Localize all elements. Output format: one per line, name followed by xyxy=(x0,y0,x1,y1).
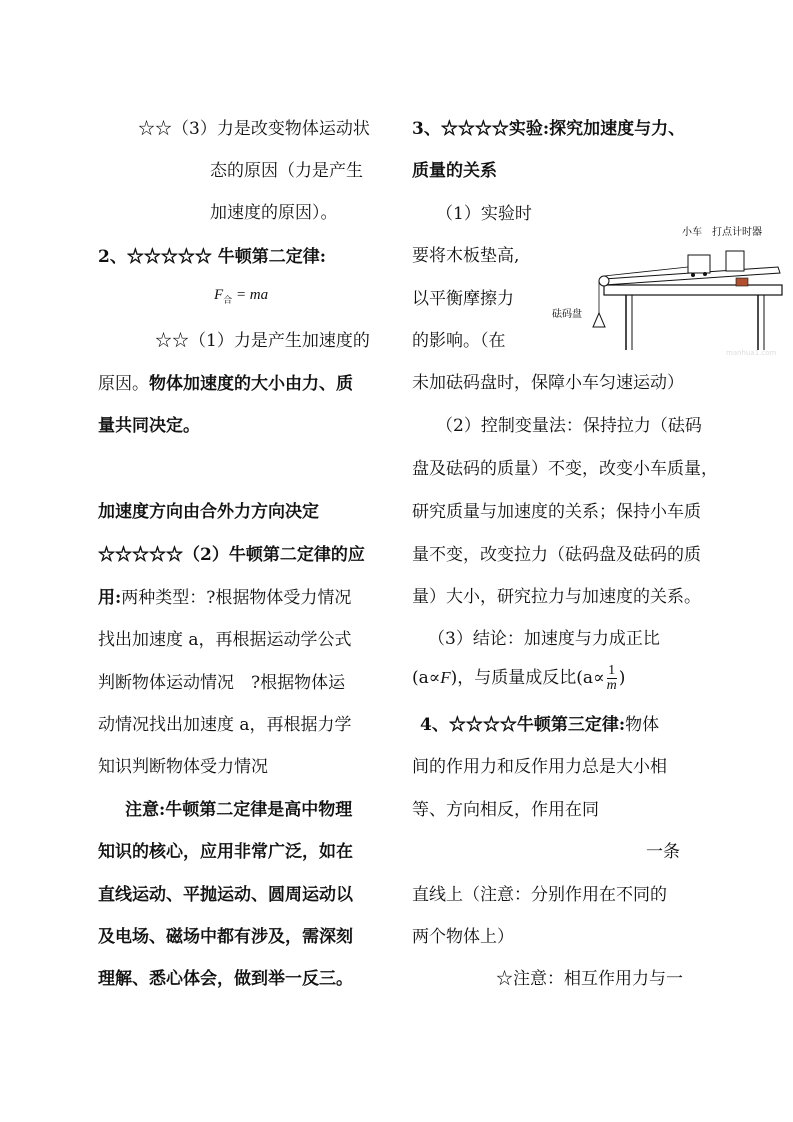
left-line-3: 加速度的原因）。 xyxy=(210,203,338,223)
formula-f-ma: $F_合$ = ma xyxy=(214,287,269,305)
application-heading: ☆☆☆☆☆（2）牛顿第二定律的应 xyxy=(98,545,365,565)
heading-experiment-line2: 质量的关系 xyxy=(412,161,497,181)
control-line1: （2）控制变量法：保持拉力（砝码 xyxy=(436,416,702,436)
note-line3: 直线运动、平抛运动、圆周运动以 xyxy=(98,885,353,905)
third-law-line5: 直线上（注意：分别作用在不同的 xyxy=(412,885,667,905)
heading-newton-third-law: 4、☆☆☆☆牛顿第三定律:物体 xyxy=(420,715,660,735)
timer xyxy=(726,251,744,271)
label-car: 小车 xyxy=(682,227,702,238)
third-law-line2: 间的作用力和反作用力总是大小相 xyxy=(412,757,667,777)
fraction-one-over-m: $\frac{1}{m}$ xyxy=(606,663,617,693)
weight-pan xyxy=(593,313,605,327)
note-line4: 及电场、磁场中都有涉及，需深刻 xyxy=(98,927,353,947)
car-wheel-2 xyxy=(703,272,707,276)
left-para1-line3: 量共同决定。 xyxy=(98,416,200,436)
third-law-line3: 等、方向相反，作用在同 xyxy=(412,800,599,820)
control-line2: 盘及砝码的质量）不变，改变小车质量， xyxy=(412,459,718,479)
third-law-line4: 一条 xyxy=(646,842,680,862)
watermark: manhua1.com xyxy=(726,349,777,357)
table-top xyxy=(604,285,782,295)
application-line5: 动情况找出加速度 a，再根据力学 xyxy=(98,715,352,735)
application-line6: 知识判断物体受力情况 xyxy=(98,757,268,777)
third-law-note: ☆注意：相互作用力与一 xyxy=(496,969,683,989)
control-line3: 研究质量与加速度的关系；保持小车质 xyxy=(412,502,701,522)
conclusion-line1: （3）结论：加速度与力成正比 xyxy=(428,629,660,649)
exp-line2: 要将木板垫高, xyxy=(412,246,520,266)
control-line4: 量不变，改变拉力（砝码盘及砝码的质 xyxy=(412,545,701,565)
note-line5: 理解、悉心体会，做到举一反三。 xyxy=(98,969,353,989)
application-line4: 判断物体运动情况 ?根据物体运 xyxy=(98,673,346,693)
note-line1: 注意:牛顿第二定律是高中物理 xyxy=(125,800,353,820)
third-law-line6: 两个物体上） xyxy=(412,927,514,947)
control-line5: 量）大小，研究拉力与加速度的关系。 xyxy=(412,587,701,607)
experiment-apparatus-figure xyxy=(540,215,790,360)
car xyxy=(688,255,710,273)
label-weight-pan: 砝码盘 xyxy=(552,309,582,320)
heading-experiment: 3、☆☆☆☆实验:探究加速度与力、 xyxy=(412,119,686,139)
car-wheel-1 xyxy=(691,273,695,277)
application-line3: 找出加速度 a，再根据运动学公式 xyxy=(98,630,352,650)
left-para1-line2: 原因。物体加速度的大小由力、质 xyxy=(98,374,353,394)
left-para1-line1: ☆☆（1）力是产生加速度的 xyxy=(155,331,370,351)
board-support-block xyxy=(736,278,748,286)
acceleration-direction-line: 加速度方向由合外力方向决定 xyxy=(98,502,319,522)
left-line-2: 态的原因（力是产生 xyxy=(210,161,363,181)
exp-line4: 的影响。（在 xyxy=(412,331,506,351)
label-timer: 打点计时器 xyxy=(712,227,762,238)
exp-line3: 以平衡摩擦力 xyxy=(412,289,514,309)
note-line2: 知识的核心，应用非常广泛，如在 xyxy=(98,842,353,862)
conclusion-line2: (a∝F)，与质量成反比(a∝ $\frac{1}{m}$ ) xyxy=(412,663,626,693)
exp-line5: 未加砝码盘时，保障小车匀速运动） xyxy=(412,373,684,393)
exp-line1: （1）实验时 xyxy=(436,204,532,224)
heading-newton-second-law: 2、☆☆☆☆☆ 牛顿第二定律: xyxy=(98,247,327,267)
left-line-1: ☆☆（3）力是改变物体运动状 xyxy=(138,119,370,139)
pulley xyxy=(599,276,609,286)
application-line2: 用:两种类型：?根据物体受力情况 xyxy=(98,588,352,608)
